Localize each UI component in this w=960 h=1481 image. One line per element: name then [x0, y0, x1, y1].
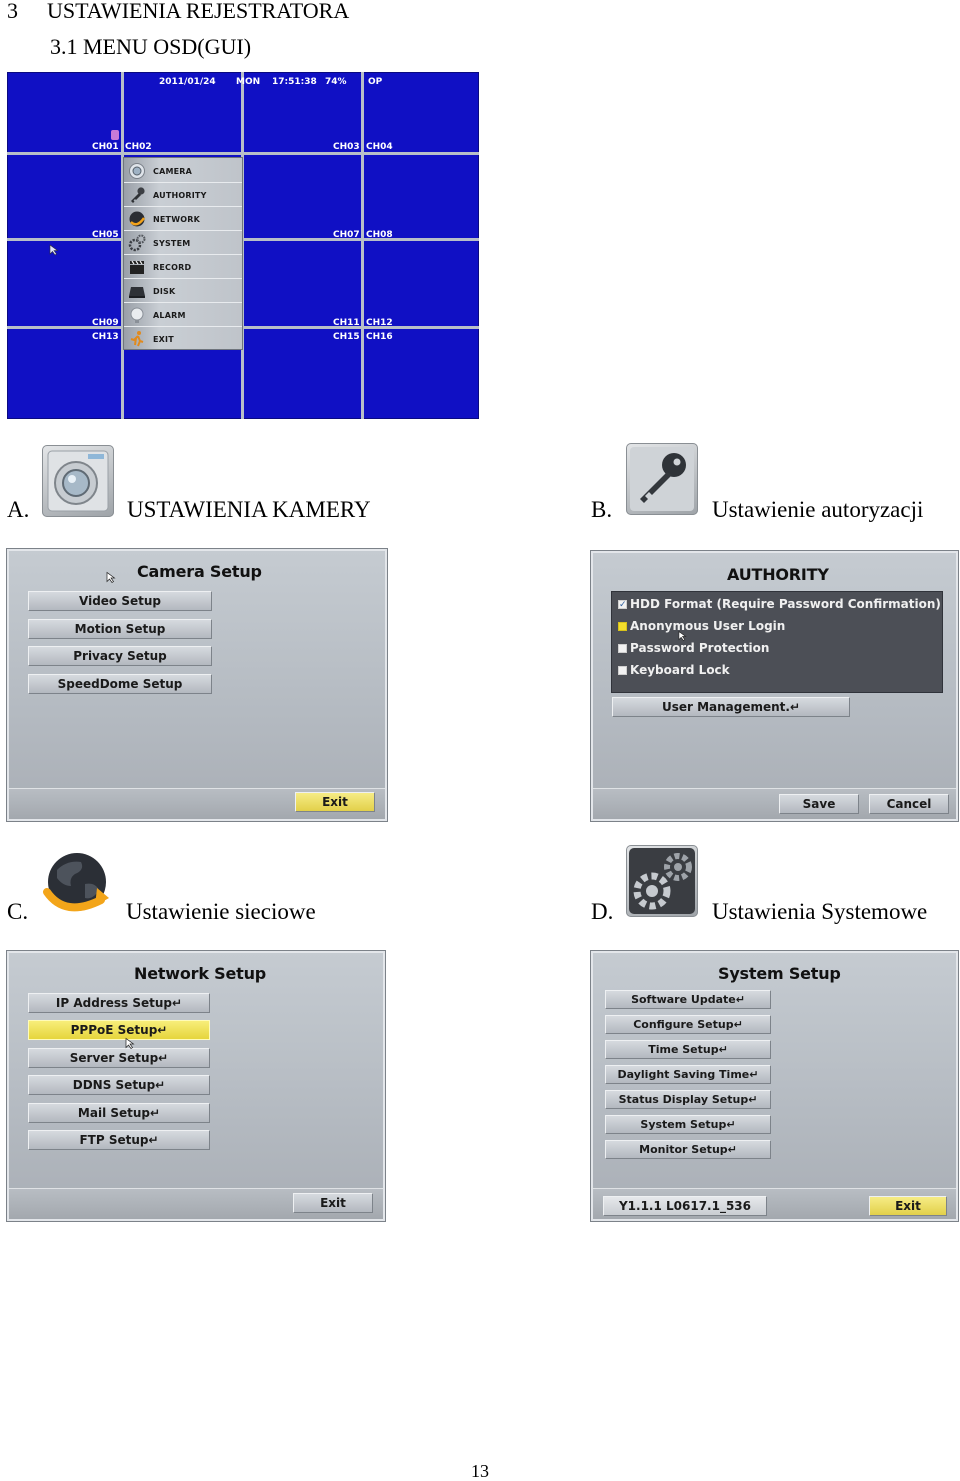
channel-label: CH12: [366, 318, 393, 328]
user-management-button[interactable]: User Management.↵: [612, 697, 850, 717]
menu-item-exit[interactable]: EXIT: [124, 328, 242, 350]
grid-line: [7, 238, 479, 241]
menu-item-alarm[interactable]: ALARM: [124, 304, 242, 327]
software-update-button[interactable]: Software Update↵: [605, 990, 771, 1009]
menu-item-disk[interactable]: DISK: [124, 280, 242, 303]
key-icon: [126, 185, 148, 205]
globe-icon: [126, 209, 148, 229]
section-d-caption: Ustawienia Systemowe: [712, 899, 928, 924]
mouse-cursor-icon: [49, 244, 59, 256]
anonymous-login-checkbox[interactable]: Anonymous User Login: [618, 617, 785, 635]
network-setup-title: Network Setup: [134, 964, 267, 983]
channel-label: CH07: [333, 230, 360, 240]
osd-menu: [123, 157, 243, 350]
osd-time: 17:51:38: [272, 77, 317, 87]
grid-line: [361, 72, 364, 419]
osd-main-screen: [7, 72, 479, 419]
authority-title: AUTHORITY: [727, 565, 829, 584]
checkbox-icon: [618, 622, 627, 631]
menu-item-authority[interactable]: AUTHORITY: [124, 184, 242, 207]
channel-label: CH03: [333, 142, 360, 152]
version-label: Y1.1.1 L0617.1_536: [603, 1196, 767, 1216]
section-a-caption: USTAWIENIA KAMERY: [127, 497, 371, 522]
camera-setup-title: Camera Setup: [137, 562, 262, 581]
section-number: 3: [7, 0, 18, 23]
channel-label: CH04: [366, 142, 393, 152]
osd-day: MON: [236, 77, 261, 87]
authority-panel: [591, 551, 958, 821]
exit-button[interactable]: Exit: [295, 792, 375, 812]
mouse-cursor-icon: [678, 630, 687, 642]
section-c-letter: C.: [7, 899, 29, 924]
motion-setup-button[interactable]: Motion Setup: [28, 619, 212, 639]
section-d-letter: D.: [591, 899, 614, 924]
channel-label: CH13: [92, 332, 119, 342]
mouse-cursor-icon: [106, 571, 116, 584]
menu-item-system[interactable]: SYSTEM: [124, 232, 242, 255]
password-protection-checkbox[interactable]: Password Protection: [618, 639, 769, 657]
keyboard-lock-checkbox[interactable]: Keyboard Lock: [618, 661, 730, 679]
video-setup-button[interactable]: Video Setup: [28, 591, 212, 611]
alarm-icon: [126, 305, 148, 325]
exit-icon: [126, 329, 148, 349]
page-number: 13: [471, 1461, 489, 1481]
osd-percent: 74%: [325, 77, 347, 87]
gear-icon: [626, 845, 698, 917]
monitor-setup-button[interactable]: Monitor Setup↵: [605, 1140, 771, 1159]
record-marker-icon: [111, 130, 119, 140]
speeddome-setup-button[interactable]: SpeedDome Setup: [28, 674, 212, 694]
privacy-setup-button[interactable]: Privacy Setup: [28, 646, 212, 666]
osd-date: 2011/01/24: [159, 77, 216, 87]
channel-label: CH11: [333, 318, 360, 328]
gear-icon: [126, 233, 148, 253]
configure-setup-button[interactable]: Configure Setup↵: [605, 1015, 771, 1034]
channel-label: CH05: [92, 230, 119, 240]
section-c-caption: Ustawienie sieciowe: [126, 899, 316, 924]
channel-label: CH01: [92, 142, 119, 152]
time-setup-button[interactable]: Time Setup↵: [605, 1040, 771, 1059]
clapper-icon: [126, 257, 148, 277]
channel-label: CH15: [333, 332, 360, 342]
channel-label: CH16: [366, 332, 393, 342]
mail-setup-button[interactable]: Mail Setup↵: [28, 1103, 210, 1123]
section-b-letter: B.: [591, 497, 613, 522]
cancel-button[interactable]: Cancel: [869, 794, 949, 814]
system-setup-panel: [591, 951, 958, 1221]
network-setup-panel: [7, 951, 385, 1221]
section-heading: [7, 0, 349, 22]
checkbox-checked-icon: [618, 600, 627, 609]
exit-button[interactable]: Exit: [869, 1196, 947, 1216]
ddns-setup-button[interactable]: DDNS Setup↵: [28, 1075, 210, 1095]
checkbox-icon: [618, 644, 627, 653]
mouse-cursor-icon: [125, 1037, 135, 1050]
section-title: USTAWIENIA REJESTRATORA: [47, 0, 350, 23]
hdd-format-checkbox[interactable]: ✓ HDD Format (Require Password Confirmation): [618, 595, 941, 613]
menu-item-camera[interactable]: CAMERA: [124, 160, 242, 183]
exit-button[interactable]: Exit: [293, 1193, 373, 1213]
menu-item-record[interactable]: RECORD: [124, 256, 242, 279]
globe-icon: [41, 848, 113, 920]
disk-icon: [126, 281, 148, 301]
save-button[interactable]: Save: [779, 794, 859, 814]
checkbox-icon: [618, 666, 627, 675]
authority-options: [611, 591, 943, 693]
section-a-letter: A.: [7, 497, 30, 522]
channel-label: CH09: [92, 318, 119, 328]
camera-setup-panel: [7, 549, 387, 821]
section-b-caption: Ustawienie autoryzacji: [712, 497, 924, 522]
pppoe-setup-button[interactable]: PPPoE Setup↵: [28, 1020, 210, 1040]
system-setup-title: System Setup: [718, 964, 841, 983]
camera-icon: [42, 445, 114, 517]
grid-line: [7, 326, 479, 329]
grid-line: [7, 152, 479, 155]
system-setup-button[interactable]: System Setup↵: [605, 1115, 771, 1134]
status-display-setup-button[interactable]: Status Display Setup↵: [605, 1090, 771, 1109]
daylight-saving-button[interactable]: Daylight Saving Time↵: [605, 1065, 771, 1084]
server-setup-button[interactable]: Server Setup↵: [28, 1048, 210, 1068]
subsection-heading: 3.1 MENU OSD(GUI): [50, 34, 252, 59]
ftp-setup-button[interactable]: FTP Setup↵: [28, 1130, 210, 1150]
channel-label: CH08: [366, 230, 393, 240]
ip-address-setup-button[interactable]: IP Address Setup↵: [28, 993, 210, 1013]
osd-op: OP: [368, 77, 383, 87]
camera-icon: [126, 161, 148, 181]
channel-label: CH02: [125, 142, 152, 152]
key-icon: [626, 443, 698, 515]
menu-item-network[interactable]: NETWORK: [124, 208, 242, 231]
